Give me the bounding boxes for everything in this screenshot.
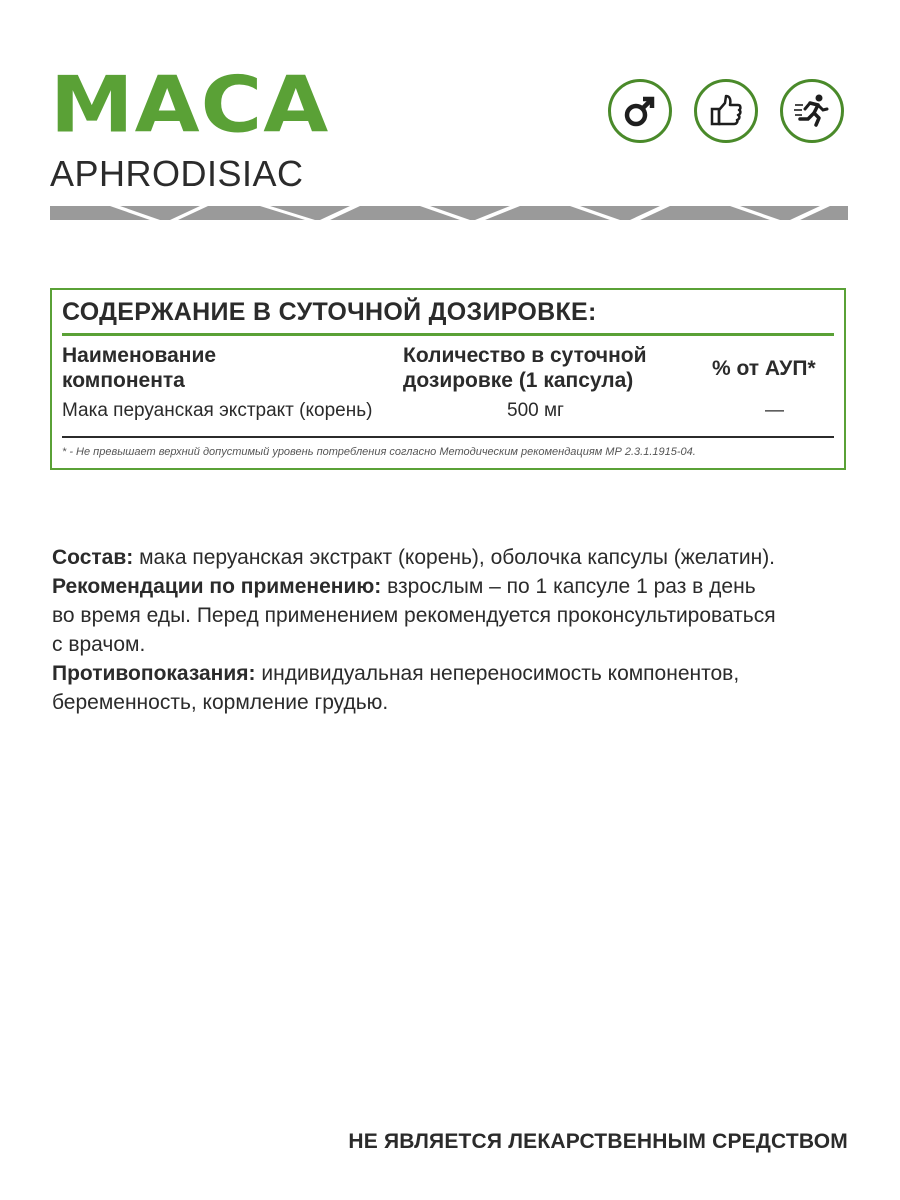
decorative-stripe	[50, 206, 848, 220]
header-component-line1: Наименование	[62, 344, 217, 367]
usage-text-3: с врачом.	[52, 633, 146, 656]
brand-header	[50, 59, 330, 194]
table-footnote: * - Не превышает верхний допустимый уровень потребления согласно Методическим рекомендациям МР 2.3.1.1915-04.	[62, 446, 696, 458]
header-component-line2: компонента	[62, 369, 185, 392]
table-title: СОДЕРЖАНИЕ В СУТОЧНОЙ ДОЗИРОВКЕ:	[62, 298, 597, 326]
header-amount-line1: Количество в суточной	[403, 344, 647, 367]
table-title-underline	[62, 333, 834, 336]
thumbs-up-icon	[694, 79, 758, 143]
daily-dosage-table	[50, 288, 846, 470]
usage-label: Рекомендации по применению:	[52, 575, 382, 598]
header-amount-line2: дозировке (1 капсула)	[403, 369, 634, 392]
contra-text-2: беременность, кормление грудью.	[52, 691, 389, 714]
usage-text-1: взрослым – по 1 капсуле 1 раз в день	[381, 575, 756, 598]
row-percent: —	[765, 400, 784, 421]
disclaimer-footer: НЕ ЯВЛЯЕТСЯ ЛЕКАРСТВЕННЫМ СРЕДСТВОМ	[348, 1130, 848, 1153]
badge-row	[608, 79, 850, 143]
contra-text-1: индивидуальная непереносимость компонентов,	[255, 662, 740, 685]
usage-text-2: во время еды. Перед применением рекомендуется проконсультироваться	[52, 604, 776, 627]
usage-paragraph	[52, 572, 852, 659]
composition-text: мака перуанская экстракт (корень), оболочка капсулы (желатин).	[133, 546, 776, 569]
brand-subtitle: APHRODISIAC	[50, 153, 304, 194]
contraindications-paragraph	[52, 659, 852, 717]
running-man-icon	[780, 79, 844, 143]
header-component	[62, 343, 216, 393]
table-bottom-rule	[62, 436, 834, 438]
header-percent: % от АУП*	[712, 357, 816, 380]
composition-paragraph	[52, 543, 852, 572]
row-component: Мака перуанская экстракт (корень)	[62, 400, 373, 421]
product-info	[52, 543, 852, 717]
row-amount: 500 мг	[507, 400, 564, 421]
brand-title: MACA	[50, 59, 330, 150]
header-amount	[403, 343, 647, 393]
contra-label: Противопоказания:	[52, 662, 256, 685]
composition-label: Состав:	[52, 546, 134, 569]
male-symbol-icon	[608, 79, 672, 143]
